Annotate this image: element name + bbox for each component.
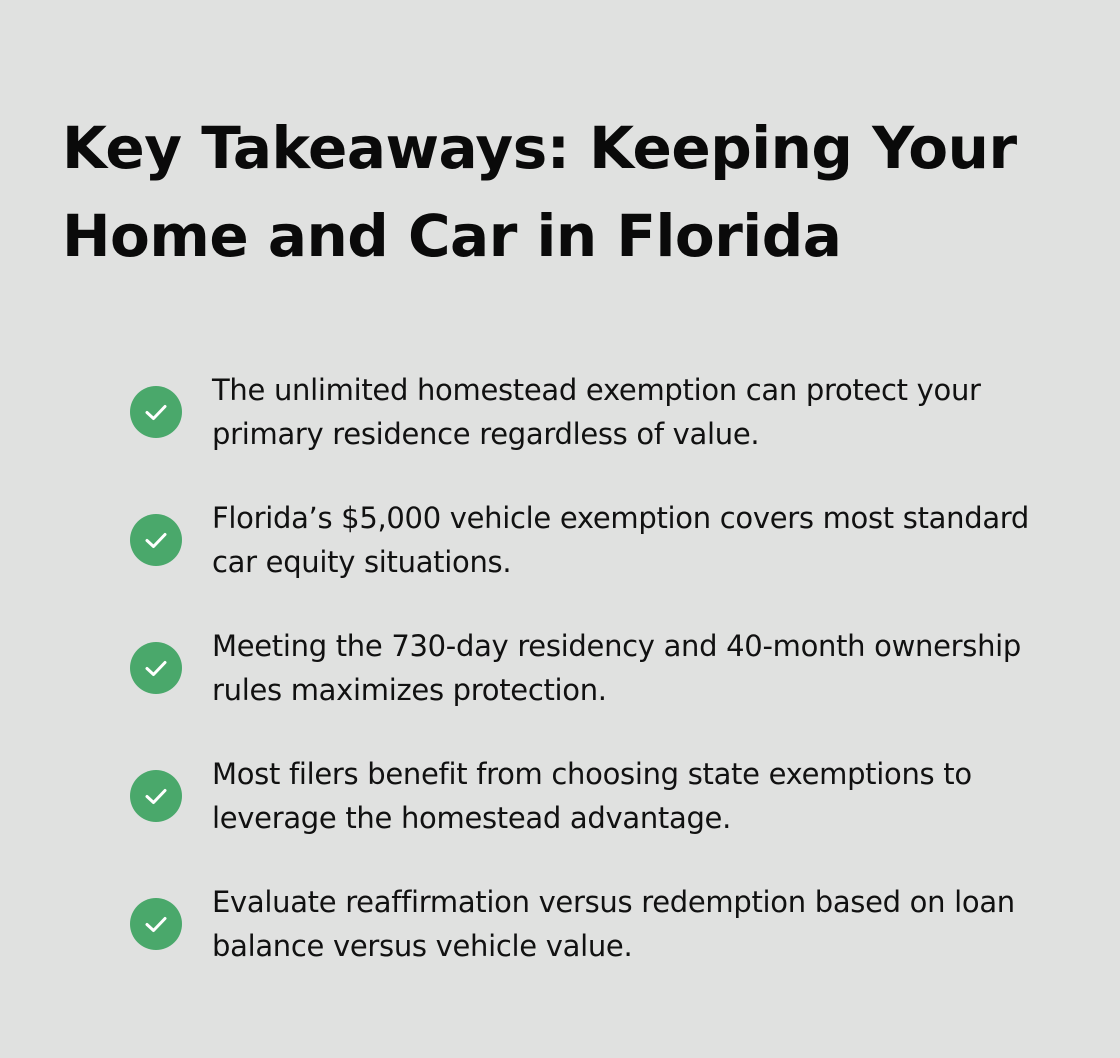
list-item xyxy=(130,496,1070,624)
takeaway-text: Meeting the 730-day residency and 40-month ownership rules maximizes protection. xyxy=(212,629,1022,707)
list-item xyxy=(130,368,1070,496)
list-item xyxy=(130,880,1070,1008)
takeaways-list xyxy=(130,368,1070,1008)
list-item xyxy=(130,752,1070,880)
check-circle-icon xyxy=(130,898,182,950)
check-circle-icon xyxy=(130,514,182,566)
takeaway-text: Florida’s $5,000 vehicle exemption covers most standard car equity situations. xyxy=(212,501,1030,579)
takeaway-text: Most filers benefit from choosing state exemptions to leverage the homestead advantage. xyxy=(212,757,972,835)
takeaway-text: The unlimited homestead exemption can protect your primary residence regardless of value. xyxy=(212,373,981,451)
list-item xyxy=(130,624,1070,752)
takeaway-text: Evaluate reaffirmation versus redemption based on loan balance versus vehicle value. xyxy=(212,885,1015,963)
page-title: Key Takeaways: Keeping Your Home and Car in Florida xyxy=(62,114,1017,270)
check-circle-icon xyxy=(130,642,182,694)
check-circle-icon xyxy=(130,386,182,438)
check-circle-icon xyxy=(130,770,182,822)
